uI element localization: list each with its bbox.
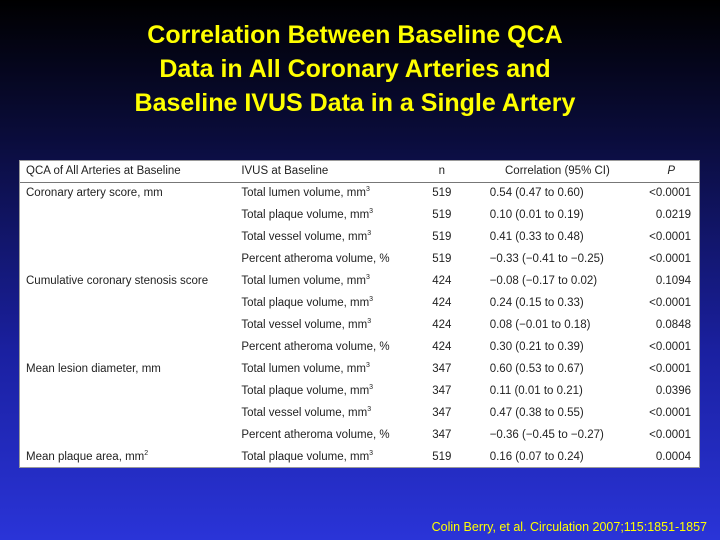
cell-ivus-text: Total lumen volume, mm [241,187,366,200]
cell-n-text: 347 [432,429,452,441]
cell-correlation [472,314,643,336]
cell-p-text: 0.0848 [655,319,691,331]
cell-correlation-text: 0.30 (0.21 to 0.39) [489,341,584,353]
cell-n-text: 519 [432,187,452,200]
cell-qca [20,204,235,226]
title-line-2: Data in All Coronary Arteries and [159,55,551,83]
cell-ivus-superscript: 3 [365,362,370,370]
cell-ivus-text: Total lumen volume, mm [241,275,366,287]
cell-ivus-text: Total vessel volume, mm [241,319,368,331]
table-row [20,358,699,380]
cell-p [643,226,699,248]
header-correlation: Correlation (95% CI) [505,165,610,178]
cell-qca [20,424,235,446]
cell-correlation-text: 0.24 (0.15 to 0.33) [489,297,584,309]
cell-qca [20,314,235,336]
cell-p-text: <0.0001 [649,231,691,243]
cell-ivus-superscript: 3 [369,450,374,458]
cell-ivus [235,424,412,446]
cell-ivus [235,358,412,380]
cell-p-text: <0.0001 [649,429,691,441]
table-row [20,402,699,424]
cell-p [643,270,699,292]
cell-ivus-superscript: 3 [367,406,372,414]
cell-ivus-superscript: 3 [365,274,370,282]
cell-p-text: 0.0004 [655,451,691,463]
cell-n-text: 424 [432,297,452,309]
cell-n [412,336,472,358]
table-row [20,182,699,204]
table-row [20,204,699,226]
cell-n [412,292,472,314]
cell-n-text: 424 [432,275,452,287]
cell-correlation [472,226,643,248]
cell-n [412,314,472,336]
cell-n [412,380,472,402]
cell-qca-text: Coronary artery score, mm [26,187,163,200]
cell-correlation [472,402,643,424]
table-row [20,292,699,314]
title-line-3: Baseline IVUS Data in a Single Artery [134,89,576,117]
slide-title [0,18,710,120]
cell-p-text: <0.0001 [649,253,691,265]
cell-n [412,226,472,248]
cell-n [412,424,472,446]
cell-ivus [235,402,412,424]
cell-qca [20,182,235,204]
cell-ivus-superscript: 3 [369,296,374,304]
cell-ivus-text: Total plaque volume, mm [241,209,370,221]
cell-p [643,292,699,314]
cell-n [412,204,472,226]
header-p: P [667,165,675,178]
cell-ivus-text: Percent atheroma volume, % [241,253,390,265]
table-row [20,424,699,446]
cell-qca [20,226,235,248]
cell-correlation-text: −0.36 (−0.45 to −0.27) [489,429,604,441]
cell-qca-text: Mean plaque area, mm [26,451,145,463]
table-row [20,314,699,336]
cell-n [412,446,472,468]
cell-ivus-superscript: 3 [369,384,374,392]
cell-p [643,358,699,380]
cell-correlation [472,292,643,314]
cell-correlation-text: 0.60 (0.53 to 0.67) [489,363,584,375]
cell-correlation-text: 0.47 (0.38 to 0.55) [489,407,584,419]
cell-n [412,358,472,380]
cell-qca [20,402,235,424]
correlation-table [20,161,699,468]
cell-p-text: 0.0396 [655,385,691,397]
cell-ivus [235,248,412,270]
cell-ivus [235,182,412,204]
cell-n-text: 519 [432,451,452,463]
cell-correlation [472,446,643,468]
citation: Colin Berry, et al. Circulation 2007;115:1851-1857 [431,520,707,534]
cell-ivus [235,446,412,468]
cell-qca [20,358,235,380]
cell-correlation-text: 0.08 (−0.01 to 0.18) [489,319,591,331]
cell-ivus-text: Total vessel volume, mm [241,231,368,243]
title-line-1: Correlation Between Baseline QCA [147,21,563,49]
cell-ivus-superscript: 3 [367,318,372,326]
cell-p [643,336,699,358]
cell-n-text: 519 [432,253,452,265]
cell-ivus [235,336,412,358]
cell-correlation-text: −0.33 (−0.41 to −0.25) [489,253,604,265]
cell-ivus-text: Total plaque volume, mm [241,451,370,463]
cell-p-text: 0.0219 [655,209,691,221]
cell-correlation-text: 0.54 (0.47 to 0.60) [489,187,584,200]
cell-qca [20,380,235,402]
cell-ivus-text: Percent atheroma volume, % [241,429,390,441]
cell-n [412,182,472,204]
cell-correlation [472,248,643,270]
cell-ivus-superscript: 3 [369,208,374,216]
cell-n [412,402,472,424]
header-n: n [438,165,446,178]
table-row [20,270,699,292]
cell-qca [20,336,235,358]
header-qca: QCA of All Arteries at Baseline [26,165,181,178]
cell-qca-superscript: 2 [144,450,149,458]
cell-correlation [472,424,643,446]
cell-n [412,270,472,292]
cell-correlation-text: 0.41 (0.33 to 0.48) [489,231,584,243]
cell-correlation-text: 0.11 (0.01 to 0.21) [489,385,583,397]
cell-p [643,446,699,468]
cell-ivus-text: Total plaque volume, mm [241,297,370,309]
cell-correlation-text: 0.10 (0.01 to 0.19) [489,209,584,221]
cell-p-text: <0.0001 [649,407,691,419]
table-row [20,446,699,468]
cell-correlation [472,336,643,358]
cell-p [643,402,699,424]
cell-qca [20,270,235,292]
cell-ivus-superscript: 3 [365,186,370,194]
cell-correlation-text: −0.08 (−0.17 to 0.02) [489,275,598,287]
cell-n-text: 424 [432,341,452,353]
cell-n-text: 347 [432,363,452,375]
cell-correlation-text: 0.16 (0.07 to 0.24) [489,451,584,463]
cell-p-text: 0.1094 [655,275,691,287]
cell-ivus [235,292,412,314]
cell-ivus-superscript: 3 [367,230,372,238]
cell-correlation [472,270,643,292]
cell-correlation [472,380,643,402]
cell-n-text: 347 [432,407,452,419]
table-row [20,248,699,270]
cell-ivus [235,314,412,336]
cell-qca-text: Mean lesion diameter, mm [26,363,161,375]
cell-p-text: <0.0001 [649,187,691,200]
cell-ivus [235,270,412,292]
cell-ivus-text: Total lumen volume, mm [241,363,366,375]
cell-p-text: <0.0001 [649,297,691,309]
cell-ivus [235,204,412,226]
cell-qca [20,446,235,468]
cell-correlation [472,204,643,226]
cell-correlation [472,182,643,204]
cell-ivus [235,226,412,248]
cell-p [643,182,699,204]
cell-qca [20,292,235,314]
cell-p-text: <0.0001 [649,341,691,353]
cell-ivus [235,380,412,402]
cell-n-text: 424 [432,319,452,331]
cell-qca-text: Cumulative coronary stenosis score [26,275,209,287]
cell-qca [20,248,235,270]
cell-p-text: <0.0001 [649,363,691,375]
table-row [20,226,699,248]
cell-n-text: 347 [432,385,452,397]
cell-p [643,314,699,336]
table-header-row [20,161,699,182]
cell-correlation [472,358,643,380]
cell-n-text: 519 [432,209,452,221]
cell-n [412,248,472,270]
table-row [20,336,699,358]
cell-n-text: 519 [432,231,452,243]
cell-p [643,380,699,402]
header-ivus: IVUS at Baseline [241,165,329,178]
cell-p [643,204,699,226]
cell-ivus-text: Total vessel volume, mm [241,407,368,419]
cell-p [643,424,699,446]
correlation-table-panel [19,160,700,468]
cell-p [643,248,699,270]
table-row [20,380,699,402]
cell-ivus-text: Percent atheroma volume, % [241,341,390,353]
cell-ivus-text: Total plaque volume, mm [241,385,370,397]
